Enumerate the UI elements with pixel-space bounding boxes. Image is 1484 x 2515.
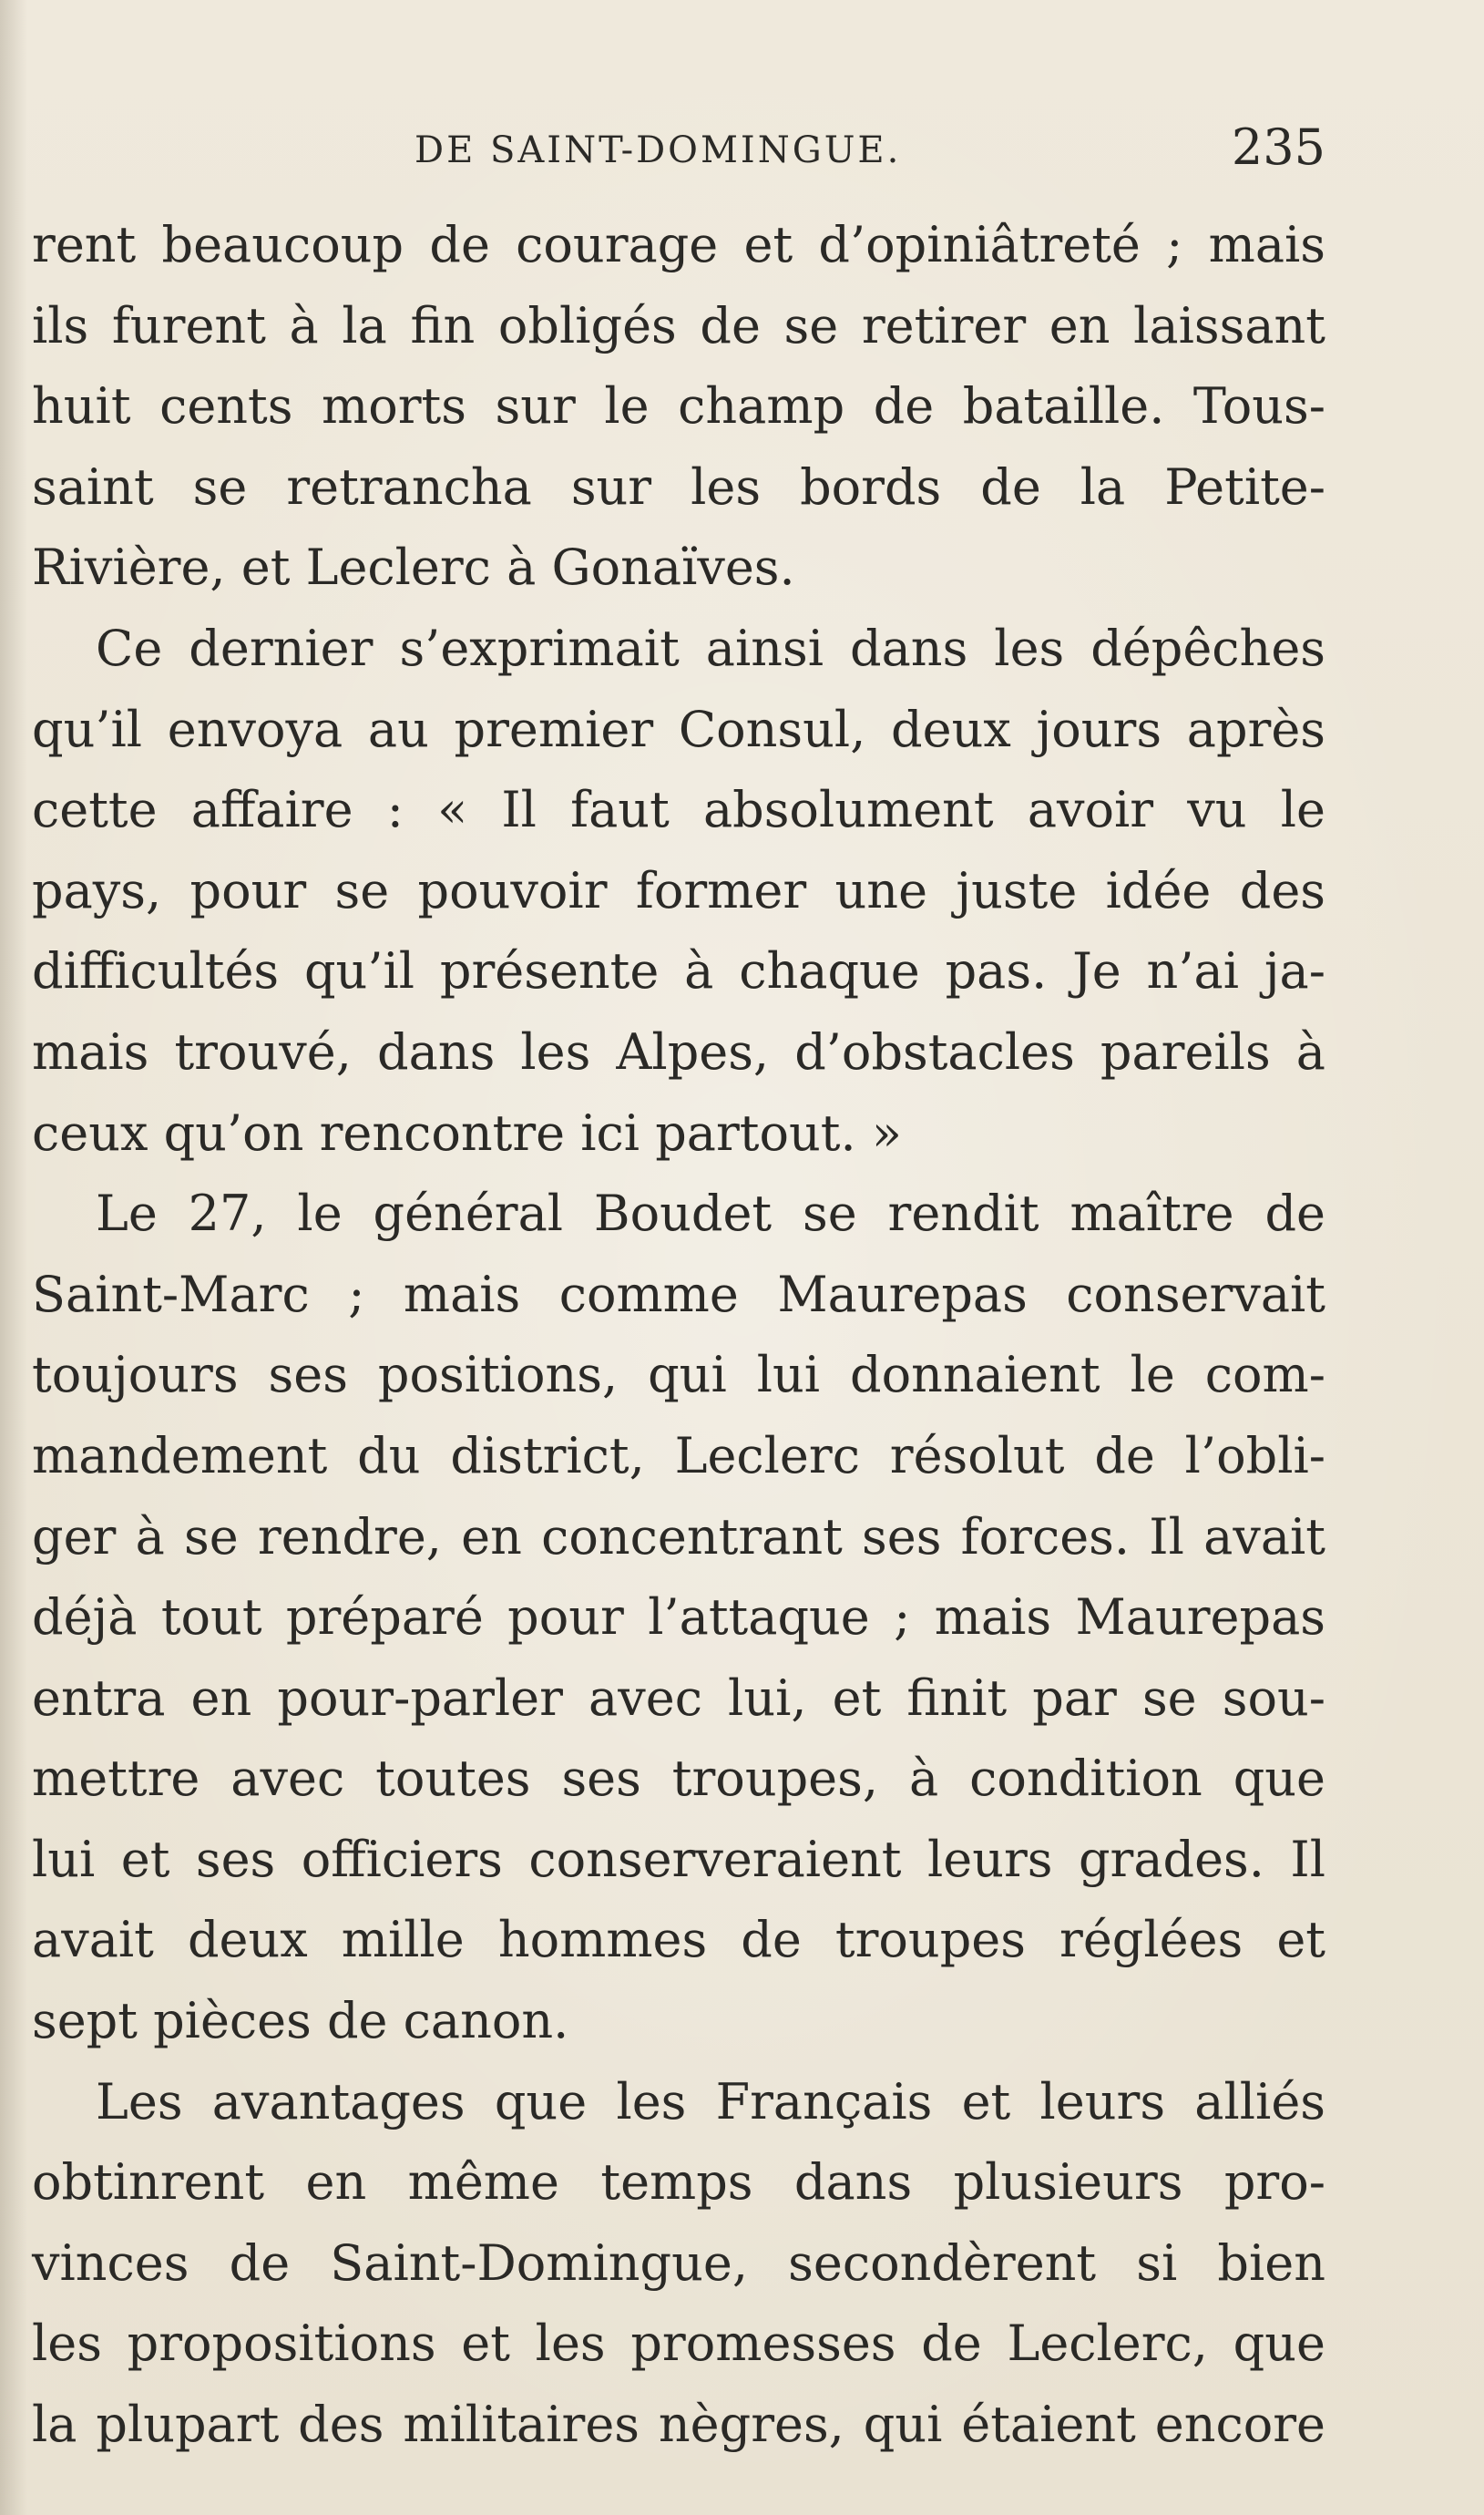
text-line: Rivière, et Leclerc à Gonaïves.: [32, 539, 795, 597]
text-line: ceux qu’on rencontre ici partout. »: [32, 1104, 902, 1162]
text-line: les propositions et les promesses de Leclerc, que: [32, 2315, 1325, 2373]
text-line: Les avantages que les Français et leurs alliés: [96, 2072, 1325, 2130]
text-line: mettre avec toutes ses troupes, à condition que: [32, 1750, 1325, 1808]
text-line: huit cents morts sur le champ de bataille. Tous-: [32, 377, 1325, 436]
text-line: obtinrent en même temps dans plusieurs pro-: [32, 2153, 1325, 2212]
text-line: rent beaucoup de courage et d’opiniâtreté ; mais: [32, 216, 1325, 273]
page-number: 235: [1231, 118, 1325, 176]
text-line: sept pièces de canon.: [32, 1992, 569, 2050]
text-line: déjà tout préparé pour l’attaque ; mais Maurepas: [32, 1588, 1325, 1647]
page-header: [32, 118, 1325, 182]
text-line: difficultés qu’il présente à chaque pas. Je n’ai ja-: [32, 942, 1325, 1001]
body-text: [32, 205, 1325, 2466]
text-line: cette affaire : « Il faut absolument avoir vu le: [32, 781, 1325, 839]
text-line: saint se retrancha sur les bords de la Petite-: [32, 457, 1325, 516]
text-line: ils furent à la fin obligés de se retirer en laissant: [32, 296, 1325, 354]
text-line: Le 27, le général Boudet se rendit maître de: [96, 1185, 1325, 1243]
text-line: qu’il envoya au premier Consul, deux jours après: [32, 700, 1325, 758]
text-line: mais trouvé, dans les Alpes, d’obstacles pareils à: [32, 1022, 1325, 1081]
text-line: Ce dernier s’exprimait ainsi dans les dépêches: [96, 619, 1325, 677]
gutter-shadow: [0, 0, 27, 2515]
text-line: lui et ses officiers conserveraient leurs grades. Il: [32, 1830, 1325, 1888]
text-line: toujours ses positions, qui lui donnaient le com-: [32, 1346, 1325, 1404]
running-head: DE SAINT-DOMINGUE.: [414, 129, 902, 171]
text-line: mandement du district, Leclerc résolut de l’obli-: [32, 1426, 1325, 1484]
text-line: entra en pour-parler avec lui, et finit par se sou-: [32, 1668, 1325, 1727]
text-line: avait deux mille hommes de troupes réglées et: [32, 1911, 1325, 1969]
text-line: ger à se rendre, en concentrant ses forces. Il avait: [32, 1507, 1325, 1565]
text-line: la plupart des militaires nègres, qui étaient encore: [32, 2396, 1325, 2454]
text-line: Saint-Marc ; mais comme Maurepas conservait: [32, 1265, 1325, 1323]
text-line: pays, pour se pouvoir former une juste idée des: [32, 861, 1325, 919]
text-line: vinces de Saint-Domingue, secondèrent si bien: [32, 2233, 1325, 2292]
